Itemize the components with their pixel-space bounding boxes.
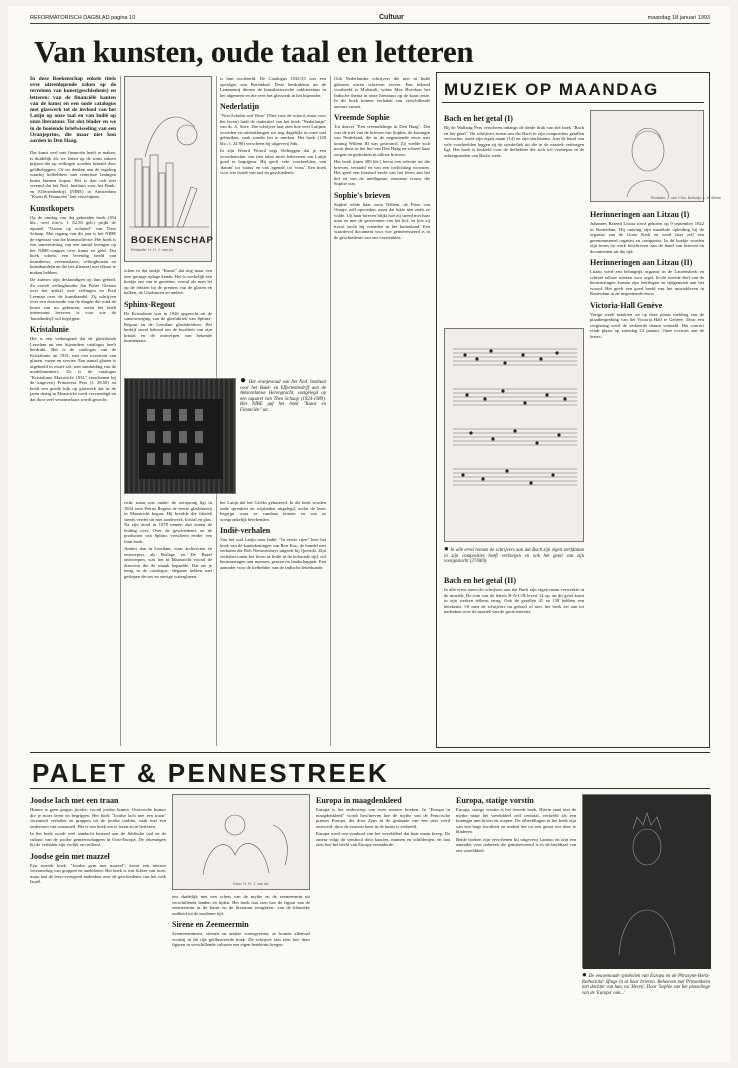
caption-bullet-icon: ● xyxy=(444,544,450,553)
article-paragraph: het Latijn dat het Grieks gebaseerd. In dit boek worden oude spreuken en wijsheden uitgelegd, zodat de lezer begrijpt waar ze vandaan komen en wat ze oorspronkelijk betekenden. xyxy=(220,500,326,522)
subhead-nederlatijn: Nederlatijn xyxy=(220,102,260,111)
muziek-subhead: Herinneringen aan Litzau (II) xyxy=(590,258,693,267)
palet-column-2 xyxy=(172,894,310,1054)
subhead-sophies-brieven: Sophie's brieven xyxy=(334,190,391,200)
palet-paragraph: Europa is het onderwerp van twee nieuwe boeken. In "Europa in maagdenkleed" wordt beschreven hoe de mythe van de Fenicische prinses Europa, die door Zeus in de gedaante van een stier werd ontvoerd, door de eeuwen heen in de kunst is verbeeld. xyxy=(316,807,450,829)
article-paragraph: Anders dan in Leerdam, waar architecten en ontwerpers als Berlage en De Bazel ontwierpen, was het in Maastricht vooral de directeur die de smaak bepaalde. Dat zie je terug in de catalogus: elegante kelken met geslepen decors en stevige waterglazen. xyxy=(124,546,212,579)
palet-paragraph: Humor is geen grapje: joodse, vooral joodse humor. Oostersche humor die je moet leren en begrijpen. Het boek "Joodse lach met een traan" verzamelt verhalen en grappen uit de joodse traditie, vaak met een ondertoon van weemoed. Het is een boek om te lezen en te herlezen. xyxy=(30,807,166,829)
muziek-column-2 xyxy=(590,206,704,746)
muziek-paragraph: Bij de Walburg Pers verscheen onlangs de derde druk van het boek "Bach en het getal". De schrijvers tonen aan dat Bach in zijn composities getallen verwerkte, zoals zijn eigen naam (14) en zijn sterfdatum. Aan de hand van vele voorbeelden leggen zij de symboliek uit die in de muziek verborgen ligt. Het boek is bedoeld voor de liefhebber die zich wil verdiepen in de achtergronden van Bachs werk. xyxy=(444,125,584,158)
article-paragraph: is hun voorbeeld. De Catalogus 1932-33 was een opvolger van Borendaal. Deze herdrukken uit de Lemmenrij dienen de kunsthistorische vakliteratuur in het algemeen en die over het glaswerk in het bijzonder. xyxy=(220,76,326,98)
article-paragraph: Dat kunst veel met financiën heeft te maken, is duidelijk als we letten op de soms zakere prijzen die op veilingen worden betaald door geldbeleggers. Of we denken aan de regeling waarbij liefhebbers met renteloze leningen kunst kunnen kopen. Het is dan ook niet vreemd dat het Ned. Instituut voor het Bank- en Effectenbedrijf (NIBE) in Amsterdam "Kunst & Financiën" laat verschijnen. xyxy=(30,150,116,200)
palet-paragraph: In het boek wordt veel aandacht besteed aan de Jiddische taal en de cultuur van de joodse gemeenschappen in Oost-Europa. De tekeningen bij de verhalen zijn vrolijk en treffend. xyxy=(30,831,166,847)
article-paragraph: In zijn Woord Woord zegt Verbeggen dat je een woordenschat van tien talen moet beheersen om Latijn goed te begrijpen. Hij geeft vele voorbeelden, van 'datum' tot 'status' en van 'agenda' tot 'virus'. Een boek voor wie houdt van taal en geschiedenis. xyxy=(220,148,326,175)
palet-subhead: Joodse lach met een traan xyxy=(30,796,119,805)
subhead-kristalunie: Kristalunie xyxy=(30,325,69,335)
muziek-credit: Redactie: J. van 't Hul, Bolhuijs: A. H. Alblas xyxy=(651,196,721,200)
article-paragraph: Sophie wilde haar zoon Willem, de Prins van Oranje, zelf opvoeden, maar dat lukte niet zoals ze wilde. Uit haar brieven blijkt hoe zij streed met haar man en met de gewoonten van het hof, en hoe zij troost zocht bij vrienden in het buitenland. Een waardevol document voor wie geïnteresseerd is in de geschiedenis van ons vorstenhuis. xyxy=(334,201,430,240)
article-paragraph: Van het oud Latijn naar Indië: "In eerste rijen" heet het boek van de kanttekeningen van Bert Koo, de bundel met verhalen die Rob Nieuwenhuys uitgeeft bij Querido. Zijn verhalen tonen het leven in Indië in de koloniale tijd, vol herinneringen aan mensen, geuren en landschappen. Een aanrader voor de liefhebber van de Indische letterkunde. xyxy=(220,537,326,570)
palet-subhead: Joodse gein met mazzel xyxy=(30,851,110,861)
section-divider xyxy=(30,752,710,753)
canal-house-icon xyxy=(125,379,237,495)
header-section: Cultuur xyxy=(378,14,404,21)
palet-sketch xyxy=(172,794,310,890)
muziek-paragraph: Johannes Barend Litzau werd geboren op 9 september 1822 in Rotterdam. Hij ontving zijn muzikale opleiding bij de organist van de Grote Kerk en werd later zelf een gerenommeerd organist en componist. In dit boekje worden zijn leven en werk beschreven aan de hand van brieven en documenten uit die tijd. xyxy=(590,221,704,254)
muziek-caption xyxy=(444,546,584,568)
palet-paragraph: ons duidelijk met een schets van de mythe en de zeemeermin uit verschillende landen en tijden. Het boek laat zien hoe de figuur van de zeemeermin in de kunst en de literatuur terugkeert, van de klassieke oudheid tot de moderne tijd. xyxy=(172,894,310,916)
palet-paragraph: Zeemeerminnen, sirenen en andere watergeesten, ze komen allemaal voorbij in dit rijk geïllustreerde boek. De schrijver laat zien hoe deze figuren in verschillende culturen een eigen betekenis kregen. xyxy=(172,931,310,947)
article-paragraph: De Kristalunie was in 1926 opgericht uit de samenvoeging van de glasfabriek van Sphinx-Regout en de Leerdam glasfabrieken. Het bedrijf stond bekend om de kwaliteit van zijn kristal en de ontwerpen van bekende kunstenaars. xyxy=(124,310,212,343)
painting-caption xyxy=(240,375,327,494)
figure-sketch-icon xyxy=(173,795,311,891)
subhead-vreemde-sophie: Vreemde Sophie xyxy=(334,113,390,122)
article-lede: In deze Boekenschap enkele titels over uiteenlopende zaken op de terreinen van kunst(geschiedenis) en letteren: van de financiële kanten van de kunst en een oude catalogus met glaswerk tot de invloed van het Latijn op onze taal en van Indië op onze literatuur. Tot slot blader en we in de boeiende briefwisseling van een Oranjeprins, die maar niet kon aarden in Den Haag. xyxy=(30,76,116,145)
article-paragraph: richt, maar was ouder: de oorsprong ligt in 1834 toen Petrus Regout de eerste glasblazerij in Maastricht begon. Hij breidde die fabriek steeds verder uit met aardewerk, kristal en glas. Na zijn dood in 1878 namen zijn zonen de leiding over. Over de geschiedenis en de producten van Sphinx verscheen eerder een fraai boek. xyxy=(124,500,212,544)
palet-column-4 xyxy=(456,792,576,1054)
bookshelf-sketch-icon xyxy=(125,77,213,263)
palet-paragraph: Europa, statige vorstin is het tweede boek. Hierin staat niet de mythe maar het werelddeel zelf centraal, verbeeld als een koningin met kroon en scepter. De afbeeldingen in het boek zijn van een hoge kwaliteit en maken het tot een genot om door te bladeren. xyxy=(456,807,576,834)
article-paragraph: schen in dat stukje "Kunst" dat nog maar een zeer geringe oplage kende. Het is werkelijk een boekje om van te genieten, vooral als men let op de teksten bij de prenten van de glazen en kelken, de Gladsturen en andere. xyxy=(124,268,212,295)
article-column-3 xyxy=(220,76,326,372)
palet-subhead: Europa, statige vorstin xyxy=(456,796,534,805)
muziek-subhead: Bach en het getal (II) xyxy=(444,576,516,585)
page-header xyxy=(30,12,710,24)
boekenschap-label: BOEKENSCHAP xyxy=(131,235,214,246)
palet-title: PALET & PENNESTREEK xyxy=(32,758,390,788)
muziek-subhead: Herinneringen aan Litzau (I) xyxy=(590,210,690,219)
article-paragraph: Tot dusver "Een vreemdelinge in Den Haag". Dat was de titel van de brieven van Sophie, de koningin van Nederland, die in de negentiende eeuw met koning Willem III was getrouwd. Zij voelde zich nooit thuis in het hof van Den Haag en schreef haar zorgen en gedachten in talloze brieven. xyxy=(334,124,430,157)
article-column-4 xyxy=(334,76,430,746)
muziek-subhead: Bach en het getal (I) xyxy=(444,114,513,123)
caption-bullet-icon: ● xyxy=(582,970,588,979)
article-column-1 xyxy=(30,76,116,746)
muziek-title: MUZIEK OP MAANDAG xyxy=(444,80,659,99)
header-date: maandag 18 januari 1993 xyxy=(647,14,710,21)
article-column-3b xyxy=(220,500,326,746)
portrait-sketch-icon xyxy=(591,111,721,203)
column-divider xyxy=(330,76,331,746)
subhead-indie: Indië-verhalen xyxy=(220,526,271,535)
palet-credit: Door: H. H. J. van As xyxy=(233,882,269,886)
article-paragraph: "Non Scholae sed Vitae" (Niet voor de school, maar voor het leven) luidt de ondertitel van het boek "Nederlatijn" van dr. A. Sirre. Die schrijver laat zien hoe veel Latijnse woorden en uitdrukkingen we nog dagelijks in onze taal gebruiken, vaak zonder het te merken. Het boek (128 blz.; f. 24,90) verscheen bij uitgeverij Sdu. xyxy=(220,113,326,146)
boekenschap-credit: Redactie: H. H. J. van As xyxy=(131,248,174,252)
palet-column-1 xyxy=(30,792,166,1054)
palet-subhead: Europa in maagdenkleed xyxy=(316,796,402,805)
article-column-2b xyxy=(124,500,212,746)
palet-paragraph: Europa werd een symbool van het werelddeel dat haar naam kreeg. De auteur volgt dit symbool door kaarten, munten en schilderijen, en laat zien hoe het beeld van Europa veranderde. xyxy=(316,831,450,847)
muziek-caption-text: In alle ernst toonen de schrijvers aan dat Bach zijn eigen sterfdatum in zijn composities heeft verborgen en ook het getal van zijn voorgeslacht (27/669). xyxy=(444,548,584,565)
palet-paragraph: Beide boeken zijn verschenen bij uitgeverij Lannoo en zijn een aanrader voor iedereen die geïnteresseerd is in de beeldtaal van ons werelddeel. xyxy=(456,836,576,853)
bach-manuscript xyxy=(444,328,584,542)
muziek-paragraph: In alle ernst tonen de schrijvers aan dat Bach zijn eigen naam verwerkte in de muziek. De som van de letters B-A-C-H levert 14 op, en dit getal komt in zijn werken telkens terug. Ook de getallen 41 en 158 hebben een betekenis. Of men de schrijvers nu gelooft of niet, het boek zet aan tot nadenken over de muziek van de grote meester. xyxy=(444,587,584,614)
herengracht-painting xyxy=(124,378,236,494)
muziek-column-1 xyxy=(444,110,584,324)
article-paragraph: Op de omslag van dat gebonden boek (184 blz., veel foto's; f. 62,50 geb.) prijkt de aquarel "Voorm op ochtend" van Theo Schaap. Met ingang van dit jaar is het NIBE de eigenaar van die kunstcollectie. Het boek is een samenvatting van een aantal lezingen op het NIBE-congres over kunst en geld. Dat boek schetst een levendig beeld van kunstbeurs, verzamelaars, veilinghuizen en kunsthandelaren die het allemaal met elkaar te maken hebben. xyxy=(30,214,116,275)
palet-column-3 xyxy=(316,792,450,1054)
muziek-column-1b xyxy=(444,572,584,744)
muziek-title-rule xyxy=(442,102,704,103)
article-paragraph: Het is een verheugend dat de glasfabriek Leerdam nu een bijzondere catalogus heeft herdrukt. Het is de catalogus van de Kristalunie uit 1931, met een overzicht van glazen, vazen en servies. Een aantal glazen is afgebeeld in zwart-wit, met aanduiding van de modelnummers. Zo is de catalogus "Kristalunie Maastricht 1931" verschenen bij de uitgeverij Primavera Pers (f. 29,50) en biedt een goede kijk op glaswerk dat in de jaren dertig in Maastricht werd vervaardigd en dat door veel verzamelaars wordt gezocht. xyxy=(30,336,116,402)
muziek-paragraph: Vorige week maakten we op deze plaats melding van de plaatbespreking van het Victoria Hall te Genève. Door een vergissing werd de verkeerde datum vermeld. Het concert vindt plaats op zaterdag 23 januari. Onze excuses aan de lezers. xyxy=(590,311,704,339)
europa-caption-text: De eeuwenoude symboliek van Europa en de Phrasyne-Hertz-Rothschild: Sfinge in al haar brieven. Behoeven met Prinsenbeen met dochter van hun, na 'Heren'. Door 'Sophie van het plotselinge van de 'Europa' ook...' xyxy=(582,974,710,996)
music-score-icon xyxy=(445,329,585,543)
column-divider xyxy=(120,76,121,746)
painting-caption-text: Het oranjewoud van het Ned. Instituut voor het Bank- en Effectenbedrijf aan de Amsterdamse Herengracht, vastgelegd op een aquarel van Theo Schaap (1924-1989). Het NIBE gaf het boek "Kunst en Financiën" uit. xyxy=(240,380,327,413)
caption-bullet-icon: ● xyxy=(240,375,247,386)
subhead-kunstkopers: Kunstkopers xyxy=(30,203,75,213)
muziek-paragraph: Litzau werd een belangrijk organist in de Laurenskerk en schreef talloze werken voor orgel. In dit tweede deel van de herinneringen komen zijn leerlingen en tijdgenoten aan het woord. Het geeft een goed beeld van het muziekleven in Rotterdam in de negentiende eeuw. xyxy=(590,269,704,296)
boekenschap-illustration xyxy=(124,76,212,262)
article-paragraph: De auteurs zijn deskundigen op hun gebied. Zo vertelt veilinghouder Jan Pieter Glerum over het artikel over veilingen en Fred Leeman over de kunsthandel. Zij schrijven over een doorsnede van de dingen die rond de kunst van nu gebeuren, zodat het boek interessant leesvoer is voor wie de 'kunstbedrijf' wil begrijpen. xyxy=(30,277,116,321)
article-paragraph: Het boek (ruim 300 blz.) bevat een selectie uit die brieven, vertaald en van een toelichting voorzien. Het geeft een boeiend beeld van het leven aan het hof en van de intelligente, eenzame vrouw die Sophie was. xyxy=(334,159,430,186)
palet-title-rule xyxy=(30,788,710,789)
palet-paragraph: Een tweede boek, "Joodse gein met mazzel", bevat een nieuwe verzameling van grappen en anekdoten. Het boek is wat lichter van toon, maar laat de lezer evengoed nadenken over de geschiedenis van het volk Israël. xyxy=(30,862,166,884)
muziek-subhead: Victoria-Hall Genève xyxy=(590,300,663,310)
palet-subhead: Sirene en Zeemeermin xyxy=(172,920,249,929)
muziek-portrait xyxy=(590,110,721,202)
header-paper-name: REFORMATORISCH DAGBLAD pagina 10 xyxy=(30,14,136,21)
europa-engraving xyxy=(582,794,710,968)
newspaper-page xyxy=(8,6,730,1062)
article-paragraph: Ook Nederlandse schrijvers die niet in Indië geboren waren schreven erover. Een bekend voorbeeld is Multatuli, wiens Max Havelaar het Indische thema in onze literatuur op de kaart zette. In dit boek komen verhalen van verschillende auteurs samen. xyxy=(334,76,430,109)
europa-figure-icon xyxy=(583,795,711,969)
europa-caption xyxy=(582,972,710,1054)
subhead-sphinx: Sphinx-Regout xyxy=(124,299,176,309)
page-headline: Van kunsten, oude taal en letteren xyxy=(34,34,474,69)
